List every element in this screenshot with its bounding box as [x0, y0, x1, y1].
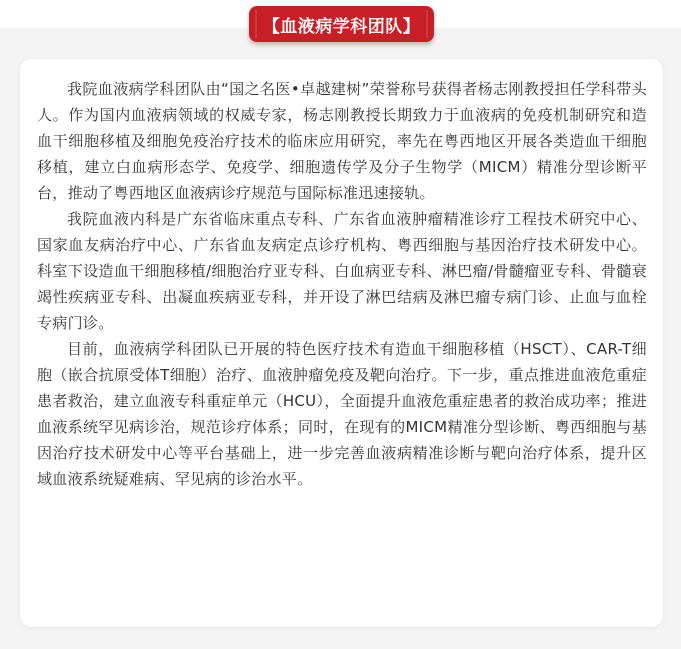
- article-paragraph: 我院血液内科是广东省临床重点专科、广东省血液肿瘤精准诊疗工程技术研究中心、国家血友病治疗中心、广东省血友病定点诊疗机构、粤西细胞与基因治疗技术研发中心。科室下设造血干细胞移植/细胞治疗亚专科、白血病亚专科、淋巴瘤/骨髓瘤亚专科、骨髓衰竭性疾病亚专科、出凝血疾病亚专科，并开设了淋巴结病及淋巴瘤专病门诊、止血与血栓专病门诊。: [37, 210, 647, 332]
- article-body: [37, 76, 647, 492]
- article-paragraph: 目前，血液病学科团队已开展的特色医疗技术有造血干细胞移植（HSCT）、CAR-T细胞（嵌合抗原受体T细胞）治疗、血液肿瘤免疫及靶向治疗。下一步，重点推进血液危重症患者救治，建立血液专科重症单元（HCU），全面提升血液危重症患者的救治成功率；推进血液系统罕见病诊治，规范诊疗体系；同时，在现有的MICM精准分型诊断、粤西细胞与基因治疗技术研发中心等平台基础上，进一步完善血液病精准诊断与靶向治疗体系，提升区域血液系统疑难病、罕见病的诊治水平。: [37, 340, 647, 488]
- section-title-badge: [249, 6, 434, 42]
- section-title: 【血液病学科团队】: [262, 16, 421, 37]
- article-paragraph: 我院血液病学科团队由“国之名医•卓越建树”荣誉称号获得者杨志刚教授担任学科带头人。作为国内血液病领域的权威专家，杨志刚教授长期致力于血液病的免疫机制研究和造血干细胞移植及细胞免疫治疗技术的临床应用研究，率先在粤西地区开展各类造血干细胞移植，建立白血病形态学、免疫学、细胞遗传学及分子生物学（MICM）精准分型诊断平台，推动了粤西地区血液病诊疗规范与国际标准迅速接轨。: [37, 80, 647, 202]
